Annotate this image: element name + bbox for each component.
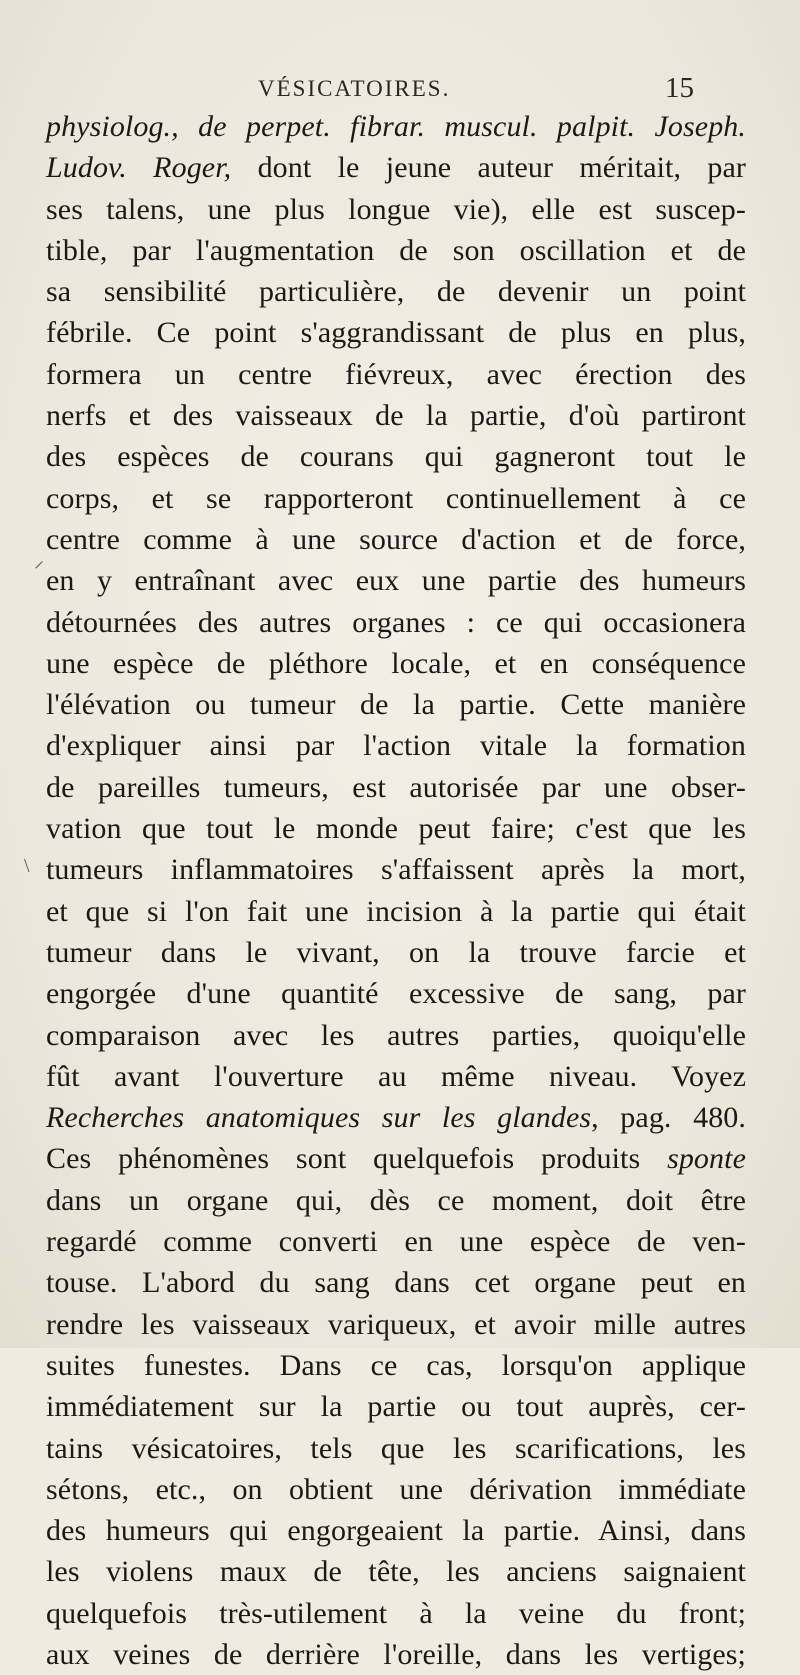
text-line [46,725,746,766]
text-line [46,1056,746,1097]
text-segment: engorgée d'une quantité excessive de sang, par [46,977,746,1011]
text-line [46,147,746,188]
text-segment: en y entraînant avec eux une partie des humeurs [46,564,746,598]
text-segment: tumeurs inflammatoires s'affaissent après la mort, [46,853,746,887]
text-line [46,271,746,312]
text-line [46,1428,746,1469]
margin-mark: ⸝ [34,550,44,572]
running-title: VÉSICATOIRES. [258,76,451,101]
text-segment: fébrile. Ce point s'aggrandissant de plus en plus, [46,316,746,350]
text-segment: regardé comme converti en une espèce de ven- [46,1225,746,1259]
text-line [46,973,746,1014]
text-segment: quelquefois très-utilement à la veine du front; [46,1596,746,1630]
text-line [46,1551,746,1592]
italic-text: Ludov. Roger, [46,151,232,185]
text-segment: nerfs et des vaisseaux de la partie, d'où partiront [46,399,746,433]
italic-text: physiolog., de perpet. fibrar. muscul. palpit. Joseph. [46,110,746,143]
text-segment: touse. L'abord du sang dans cet organe peut en [46,1266,746,1300]
text-segment: sa sensibilité particulière, de devenir un point [46,275,746,309]
text-line [46,684,746,725]
text-line [46,643,746,684]
text-segment: dont le jeune auteur méritait, par [231,151,746,185]
text-segment: immédiatement sur la partie ou tout auprès, cer- [46,1390,746,1424]
text-segment: et que si l'on fait une incision à la partie qui était [46,894,746,928]
text-segment: ses talens, une plus longue vie), elle est suscep- [46,192,746,226]
text-line [46,1180,746,1221]
text-line [46,1634,746,1675]
text-segment: fût avant l'ouverture au même niveau. Voyez [46,1059,746,1093]
text-line [46,1221,746,1262]
text-segment: corps, et se rapporteront continuellement à ce [46,481,746,515]
text-line [46,395,746,436]
text-line [46,1304,746,1345]
text-line [46,436,746,477]
text-segment: comparaison avec les autres parties, quoiqu'elle [46,1018,746,1052]
text-segment: tible, par l'augmentation de son oscillation et de [46,233,746,267]
text-line [46,849,746,890]
text-segment: tumeur dans le vivant, on la trouve farcie et [46,935,746,969]
text-line [46,1386,746,1427]
text-line [46,1138,746,1179]
text-line [46,1015,746,1056]
text-segment: des espèces de courans qui gagneront tout le [46,440,746,474]
text-segment: détournées des autres organes : ce qui occasionera [46,605,746,639]
text-line [46,1593,746,1634]
text-segment: , pag. 480. [591,1101,746,1135]
text-line [46,1097,746,1138]
text-segment: une espèce de pléthore locale, et en conséquence [46,646,746,680]
text-segment: dans un organe qui, dès ce moment, doit être [46,1183,746,1217]
text-line [46,602,746,643]
text-segment: de pareilles tumeurs, est autorisée par une obser- [46,770,746,804]
text-segment: tains vésicatoires, tels que les scarifications, les [46,1431,746,1465]
text-line [46,767,746,808]
text-line [46,1469,746,1510]
text-segment: formera un centre fiévreux, avec érection des [46,357,746,391]
text-line [46,519,746,560]
text-line [46,478,746,519]
text-segment: l'élévation ou tumeur de la partie. Cette manière [46,688,746,722]
text-line [46,560,746,601]
text-line [46,1345,746,1386]
text-line [46,189,746,230]
text-segment: suites funestes. Dans ce cas, lorsqu'on applique [46,1348,746,1382]
text-line [46,1510,746,1551]
text-segment: d'expliquer ainsi par l'action vitale la formation [46,729,746,763]
text-segment: sétons, etc., on obtient une dérivation immédiate [46,1472,746,1506]
text-line [46,808,746,849]
text-segment: des humeurs qui engorgeaient la partie. Ainsi, dans [46,1514,746,1548]
text-segment: vation que tout le monde peut faire; c'est que les [46,812,746,846]
margin-mark: \ [24,855,30,877]
text-line [46,891,746,932]
text-line [46,932,746,973]
text-segment: centre comme à une source d'action et de force, [46,522,746,556]
page-number: 15 [665,72,694,104]
text-line [46,230,746,271]
text-line [46,106,746,147]
text-segment: Ces phénomènes sont quelquefois produits [46,1142,668,1176]
text-line [46,1262,746,1303]
italic-text: sponte [667,1142,746,1176]
text-segment: aux veines de derrière l'oreille, dans les vertiges; [46,1637,746,1671]
text-line [46,354,746,395]
body-text [46,106,746,1675]
italic-text: Recherches anatomiques sur les glandes [46,1101,592,1135]
text-segment: rendre les vaisseaux variqueux, et avoir mille autres [46,1307,746,1341]
text-segment: les violens maux de tête, les anciens saignaient [46,1555,746,1589]
text-line [46,312,746,353]
